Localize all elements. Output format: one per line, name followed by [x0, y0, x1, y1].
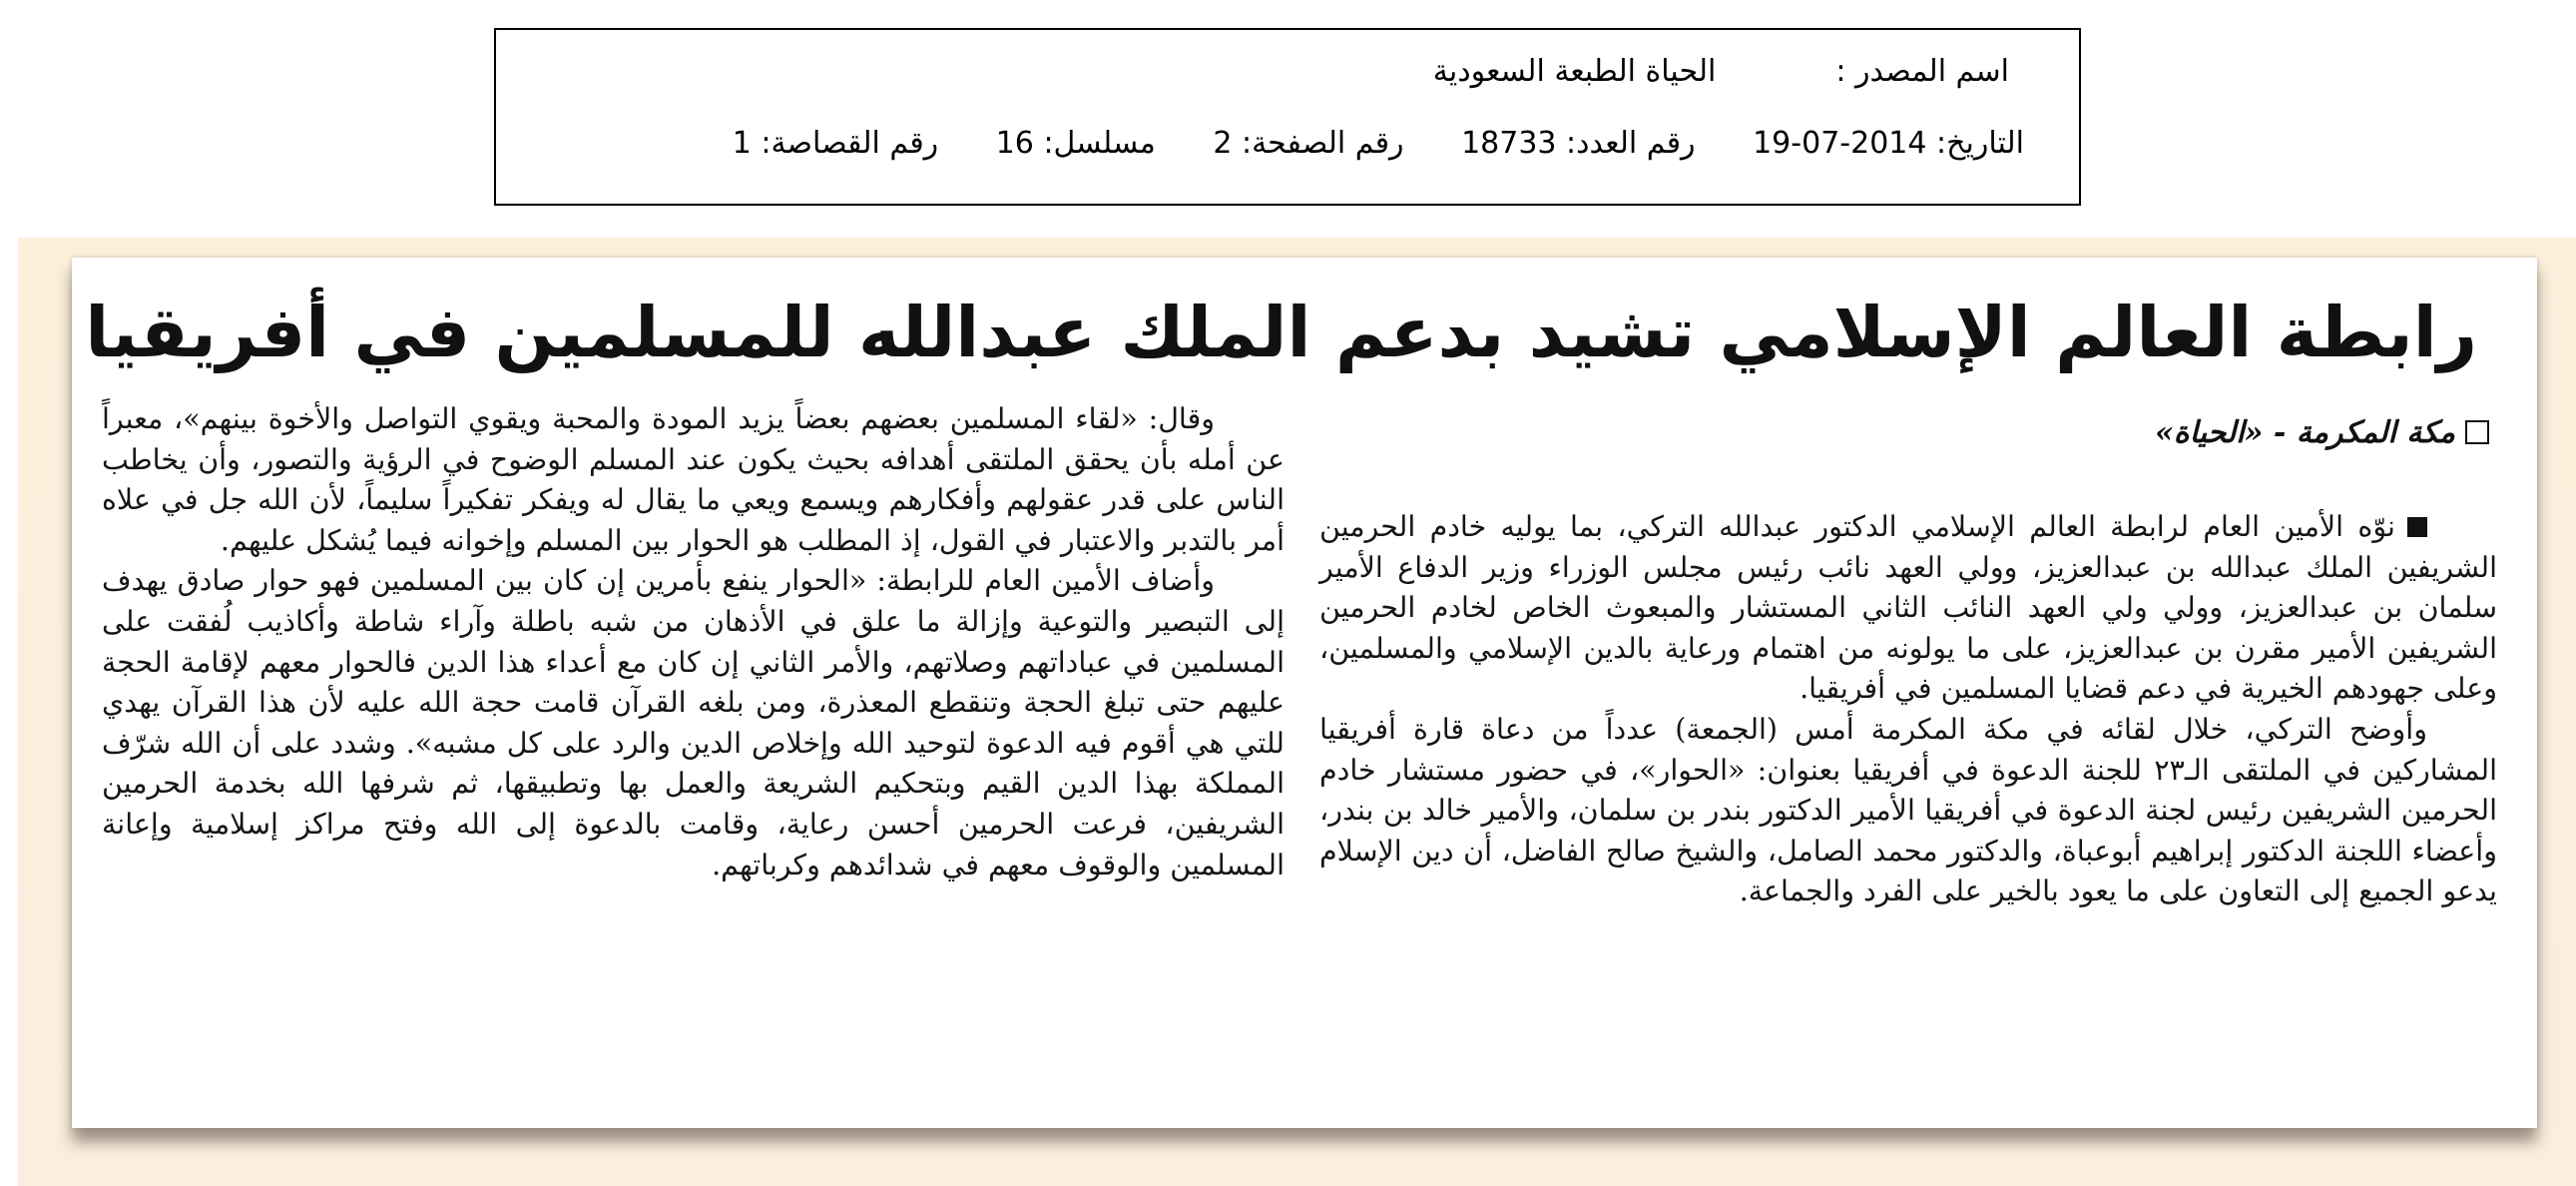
clip-number-field: رقم القصاصة: 1	[732, 126, 939, 161]
article-paragraph: وأضاف الأمين العام للرابطة: «الحوار ينفع بأمرين إن كان بين المسلمين فهو حوار صادق يهدف إلى التبصير والتوعية وإزالة ما علق في الأذهان من شبه باطلة وآراء شاطة وأكاذيب لُفقت على المسلمين في عباداتهم وصلاتهم، والأمر الثاني إن كان مع أعداء هذا الدين فالحوار معهم لإقامة الحجة عليهم حتى تبلغ الحجة وتنقطع المعذرة، ومن بلغه القرآن قامت حجة الله عليه لأن هذا القرآن يهدي للتي هي أقوم فيه الدعوة لتوحيد الله وإخلاص الدين والرد على كل مشبه». وشدد على أن الله شرّف المملكة بهذا الدين القيم وبتحكيم الشريعة والعمل بها وتطبيقها، ثم شرفها الله بخدمة الحرمين الشريفين، فرعت الحرمين أحسن رعاية، وقامت بالدعوة إلى الله وفتح مراكز إسلامية وإعانة المسلمين والوقوف معهم في شدائدهم وكرباتهم.	[102, 564, 1285, 882]
article-paragraph: وقال: «لقاء المسلمين بعضهم بعضاً يزيد المودة والمحبة ويقوي التواصل والأخوة بينهم»، معبراً عن أمله بأن يحقق الملتقى أهدافه بحيث يكون عند المسلم الوضوح في الرؤية والتصور، وأن يخاطب الناس على قدر عقولهم وأفكارهم ويسمع ويعي ما يقال له ويفكر تفكيراً سليماً، لأن الله جل في علاه أمر بالتدبر والاعتبار في القول، إذ المطلب هو الحوار بين المسلم وإخوانه فيما يُشكل عليهم.	[102, 402, 1285, 557]
article-dateline	[2155, 415, 2489, 450]
article-column-left	[102, 399, 1285, 886]
serial-field: مسلسل: 16	[995, 126, 1156, 161]
date-field: التاريخ: 2014-07-19	[1753, 126, 2024, 161]
paragraph-text: نوّه الأمين العام لرابطة العالم الإسلامي الدكتور عبدالله التركي، بما يوليه خادم الحرمين الشريفين الملك عبدالله بن عبدالعزيز، وولي العهد نائب رئيس مجلس الوزراء وزير الدفاع الأمير سلمان بن عبدالعزيز، وولي ولي العهد النائب الثاني المستشار والمبعوث الخاص لخادم الحرمين الشريفين الأمير مقرن بن عبدالعزيز، على ما يولونه من اهتمام ورعاية بالدين الإسلامي والمسلمين، وعلى جهودهم الخيرية في دعم قضايا المسلمين في أفريقيا.	[1319, 510, 2497, 706]
source-row	[1433, 54, 2009, 89]
article-headline: رابطة العالم الإسلامي تشيد بدعم الملك عبدالله للمسلمين في أفريقيا	[85, 292, 2477, 373]
source-name: الحياة الطبعة السعودية	[1432, 54, 1717, 89]
source-label: اسم المصدر :	[1835, 54, 2009, 89]
issue-number-field: رقم العدد: 18733	[1461, 126, 1696, 161]
source-info-box	[494, 28, 2081, 206]
square-outline-icon	[2465, 420, 2489, 444]
article-paragraph	[1319, 507, 2497, 710]
article-paragraph: وأوضح التركي، خلال لقائه في مكة المكرمة أمس (الجمعة) عدداً من دعاة قارة أفريقيا المشاركين في الملتقى الـ٢٣ للجنة الدعوة في أفريقيا بعنوان: «الحوار»، في حضور مستشار خادم الحرمين الشريفين رئيس لجنة الدعوة في أفريقيا الأمير الدكتور بندر بن سلمان، والأمير خالد بن بندر، وأعضاء اللجنة الدكتور إبراهيم أبوعباة، والدكتور محمد الصامل، والشيخ صالح الفاضل، أن دين الإسلام يدعو الجميع إلى التعاون على ما يعود بالخير على الفرد والجماعة.	[1319, 712, 2497, 908]
dateline-text: مكة المكرمة - «الحياة»	[2155, 415, 2455, 450]
issue-details-row	[733, 126, 2024, 161]
page-number-field: رقم الصفحة: 2	[1213, 126, 1404, 161]
newspaper-clipping	[72, 258, 2537, 1128]
square-bullet-icon	[2407, 517, 2427, 537]
article-column-right	[1319, 507, 2497, 912]
